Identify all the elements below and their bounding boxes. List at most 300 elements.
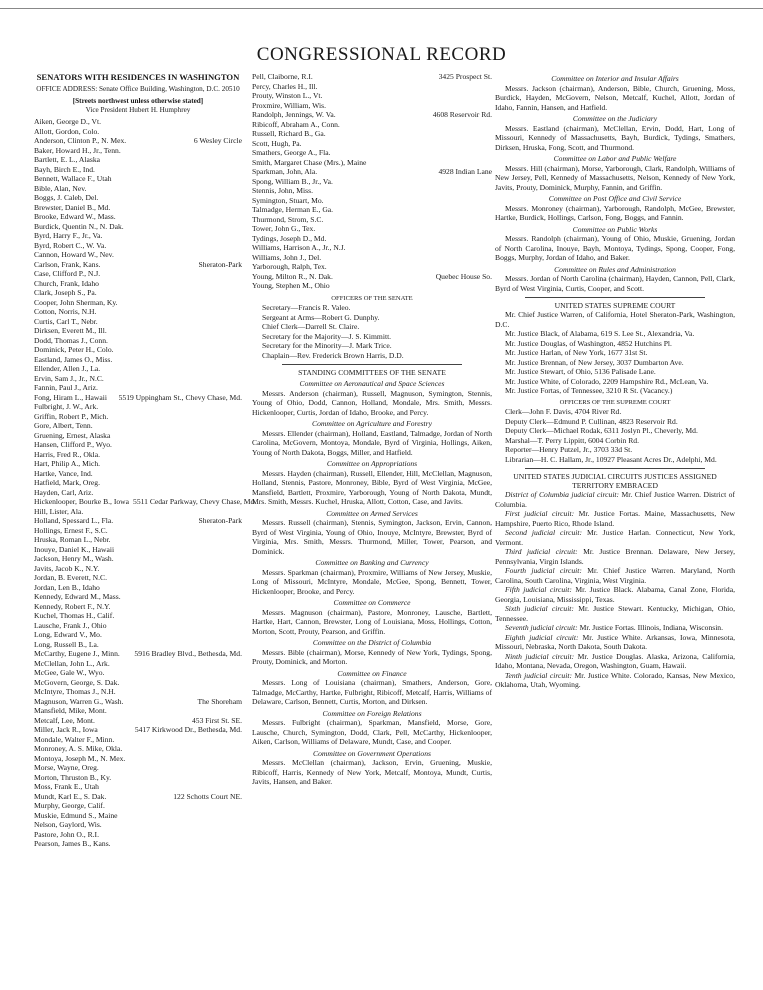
senator-name: Young, Stephen M., Ohio <box>252 281 330 290</box>
senator-name: Dirksen, Everett M., Ill. <box>34 326 107 335</box>
senator-name: Williams, Harrison A., Jr., N.J. <box>252 243 346 252</box>
senator-row <box>252 205 492 215</box>
senator-row <box>252 101 492 111</box>
senator-row <box>252 167 492 177</box>
senator-name: Pell, Claiborne, R.I. <box>252 72 313 81</box>
circuit-name: Sixth judicial circuit: <box>505 604 574 613</box>
senator-row <box>252 82 492 92</box>
committee-members: Messrs. Hayden (chairman), Russell, Ellender, Hill, McClellan, Magnuson, Holland, Stennis, Pastore, Monroney, Bible, Byrd of West Virginia, McGee, Mansfield, Bartlett, Proxmire, Yarborough, Young of North Dakota, Mundt, Mrs. Smith, Messrs. Kuchel, Hruska, Allott, Cotton, Case, and Javits. <box>252 468 492 506</box>
circuit-entry <box>495 585 735 604</box>
senator-address: 6 Wesley Circle <box>193 136 242 145</box>
list-item: Sergeant at Arms—Robert G. Dunphy. <box>262 312 380 322</box>
committee-name: Committee on Foreign Relations <box>322 708 422 718</box>
senator-row <box>34 250 242 260</box>
committee-members: Messrs. Jackson (chairman), Anderson, Bible, Church, Gruening, Moss, Burdick, Hayden, McGovern, Nelson, Metcalf, Kuchel, Allott, Jordan of Idaho, Fannin, Hansen, and Hatfield. <box>495 83 735 112</box>
list-item: Mr. Justice Brennan, of New Jersey, 3037 Dumbarton Ave. <box>505 357 684 367</box>
senator-row <box>34 478 242 488</box>
senator-name: Tydings, Joseph D., Md. <box>252 233 327 243</box>
senator-row <box>34 526 242 536</box>
senator-row <box>252 110 492 120</box>
senator-row <box>34 459 242 469</box>
senator-row <box>34 383 242 393</box>
senator-name: Hayden, Carl, Ariz. <box>34 487 94 497</box>
committee-name: Committee on Post Office and Civil Service <box>548 194 682 203</box>
senator-address: 3425 Prospect St. <box>438 72 492 81</box>
list-item: Mr. Justice Douglas, of Washington, 4852 Hutchins Pl. <box>505 338 672 348</box>
senator-row <box>34 269 242 279</box>
senator-row <box>34 146 242 156</box>
committee-list-continued <box>495 74 735 293</box>
senator-name: Curtis, Carl T., Nebr. <box>34 316 98 326</box>
senator-row <box>252 129 492 139</box>
senator-name: Kennedy, Robert F., N.Y. <box>34 601 111 611</box>
committee-name: Committee on Interior and Insular Affairs <box>551 74 679 83</box>
senator-row <box>34 735 242 745</box>
senator-name: Kuchel, Thomas H., Calif. <box>34 611 115 620</box>
senator-name: Smathers, George A., Fla. <box>252 148 331 157</box>
senator-name: Monroney, A. S. Mike, Okla. <box>34 744 123 753</box>
senator-name: Boggs, J. Caleb, Del. <box>34 193 99 202</box>
senator-name: Brewster, Daniel B., Md. <box>34 202 111 212</box>
senator-name: Smith, Margaret Chase (Mrs.), Maine <box>252 157 367 167</box>
committee-name: Committee on Armed Services <box>326 508 418 518</box>
senator-name: Hatfield, Mark, Oreg. <box>34 478 101 487</box>
senator-list <box>34 117 257 849</box>
senator-row <box>34 649 242 659</box>
senator-row <box>34 792 242 802</box>
committees-heading: STANDING COMMITTEES OF THE SENATE <box>298 368 446 377</box>
senator-name: Allott, Gordon, Colo. <box>34 126 100 136</box>
divider <box>282 364 462 365</box>
circuit-text: Mr. Justice Black. Alabama, Canal Zone, Florida, Georgia, Louisiana, Mississippi, Texas. <box>495 585 735 604</box>
senator-row <box>34 231 242 241</box>
senator-row <box>34 611 242 621</box>
senator-name: Miller, Jack R., Iowa <box>34 725 98 734</box>
senator-name: Fulbright, J. W., Ark. <box>34 402 99 411</box>
committee-members: Messrs. Randolph (chairman), Young of Ohio, Muskie, Gruening, Jordan of North Carolina, Inouye, Bayh, Montoya, Tydings, Spong, Cooper, Fong, Boggs, Murphy, Jordan of Idaho, and Baker. <box>495 234 735 262</box>
committee-name: Committee on Finance <box>337 668 407 678</box>
list-item: Deputy Clerk—Edmund P. Cullinan, 4823 Reservoir Rd. <box>505 416 678 426</box>
divider <box>525 468 705 469</box>
senator-row <box>34 260 242 270</box>
senator-row <box>34 564 242 574</box>
circuits-list <box>495 490 735 690</box>
committee-name: Committee on Public Works <box>572 224 658 234</box>
senator-row <box>34 507 242 517</box>
justices-list <box>495 310 735 396</box>
senator-row <box>34 402 242 412</box>
senator-name: Gore, Albert, Tenn. <box>34 421 93 430</box>
committee-members: Messrs. Bible (chairman), Morse, Kennedy of New York, Tydings, Spong, Prouty, Dominick, and Morton. <box>252 647 492 666</box>
senator-row <box>252 196 492 206</box>
senator-name: McClellan, John L., Ark. <box>34 658 110 668</box>
senator-address: 4608 Reservoir Rd. <box>432 110 492 119</box>
senator-name: Hartke, Vance, Ind. <box>34 468 93 478</box>
list-item: Marshal—T. Perry Lippitt, 6004 Corbin Rd. <box>505 435 640 445</box>
senator-name: Bayh, Birch E., Ind. <box>34 164 95 174</box>
senator-name: Thurmond, Strom, S.C. <box>252 214 324 224</box>
senator-address: Sheraton-Park <box>198 259 242 269</box>
senator-row <box>34 393 242 403</box>
senator-row <box>34 630 242 640</box>
senator-name: Cotton, Norris, N.H. <box>34 307 97 316</box>
streets-note: [Streets northwest unless otherwise stated] <box>72 97 204 105</box>
senator-name: Yarborough, Ralph, Tex. <box>252 262 327 271</box>
divider <box>525 297 705 298</box>
committee-name: Committee on Commerce <box>333 598 411 607</box>
senator-row <box>34 431 242 441</box>
senator-row <box>34 811 242 821</box>
senator-name: Hruska, Roman L., Nebr. <box>34 535 111 544</box>
senator-row <box>34 687 242 697</box>
list-item: Librarian—H. C. Hallam, Jr., 10927 Pleasant Acres Dr., Adelphi, Md. <box>505 454 717 464</box>
senator-row <box>252 262 492 272</box>
senator-name: Sparkman, John, Ala. <box>252 167 318 176</box>
senator-name: Jordan, Len B., Idaho <box>34 582 100 592</box>
senator-row <box>252 272 492 282</box>
circuit-text: Mr. Chief Justice Warren. District of Columbia. <box>495 490 735 509</box>
circuit-text: Mr. Justice Stewart. Kentucky, Michigan, Ohio, Tennessee. <box>495 604 735 623</box>
list-item: Secretary—Francis R. Valeo. <box>262 303 351 312</box>
senator-name: Ellender, Allen J., La. <box>34 364 101 373</box>
senator-address: The Shoreham <box>197 696 242 706</box>
committee-members: Messrs. Eastland (chairman), McClellan, Ervin, Dodd, Hart, Long of Missouri, Kennedy of Massachusetts, Bayh, Burdick, Tydings, Smathers, Dirksen, Hruska, Fong, Scott, and Thurmond. <box>495 123 735 152</box>
senator-row <box>34 744 242 754</box>
senator-name: Ervin, Sam J., Jr., N.C. <box>34 373 104 383</box>
senator-name: Magnuson, Warren G., Wash. <box>34 696 124 706</box>
column-1 <box>34 72 257 849</box>
circuit-text: Mr. Justice Fortas. Maine, Massachusetts, New Hampshire, Puerto Rico, Rhode Island. <box>495 509 735 528</box>
senator-name: Inouye, Daniel K., Hawaii <box>34 544 115 554</box>
senator-name: McGee, Gale W., Wyo. <box>34 668 105 677</box>
senator-name: Fannin, Paul J., Ariz. <box>34 383 98 392</box>
senator-row <box>34 469 242 479</box>
list-item: Mr. Justice White, of Colorado, 2209 Hampshire Rd., McLean, Va. <box>505 376 709 386</box>
senator-name: Hansen, Clifford P., Wyo. <box>34 440 112 449</box>
senator-row <box>34 697 242 707</box>
committee-members: Messrs. Magnuson (chairman), Pastore, Monroney, Lausche, Bartlett, Hartke, Hart, Cannon, Brewster, Long of Louisiana, Moss, Hollings, Cotton, Morton, Scott, Prouty, Pearson, and Griffin. <box>252 607 492 636</box>
senator-name: Proxmire, William, Wis. <box>252 100 326 110</box>
court-officers-heading: OFFICERS OF THE SUPREME COURT <box>559 398 671 406</box>
senator-name: Holland, Spessard L., Fla. <box>34 516 114 525</box>
senator-row <box>34 212 242 222</box>
circuit-entry <box>495 604 735 623</box>
senator-row <box>34 165 242 175</box>
circuit-entry <box>495 633 735 652</box>
senator-row <box>34 754 242 764</box>
list-item: Chief Clerk—Darrell St. Claire. <box>262 322 360 331</box>
senator-name: Baker, Howard H., Jr., Tenn. <box>34 145 121 155</box>
senator-name: Javits, Jacob K., N.Y. <box>34 563 100 573</box>
committee-name: Committee on Agriculture and Forestry <box>312 419 432 428</box>
senator-name: Scott, Hugh, Pa. <box>252 138 302 148</box>
senator-row <box>34 155 242 165</box>
circuit-entry <box>495 490 735 509</box>
senator-row <box>34 440 242 450</box>
senator-row <box>34 497 257 507</box>
senator-name: Percy, Charles H., Ill. <box>252 81 318 91</box>
senator-name: Williams, John J., Del. <box>252 252 322 262</box>
senator-name: Jordan, B. Everett, N.C. <box>34 573 107 582</box>
committee-members: Messrs. Ellender (chairman), Holland, Eastland, Talmadge, Jordan of North Carolina, McGovern, Montoya, Mondale, Byrd of Virginia, Hollings, Aiken, Young of North Dakota, Boggs, Miller, and Hatfield. <box>252 428 492 457</box>
senator-name: Murphy, George, Calif. <box>34 801 105 810</box>
senator-row <box>34 545 242 555</box>
circuit-text: Mr. Justice Douglas. Alaska, Arizona, California, Idaho, Montana, Nevada, Oregon, Washington, Guam, Hawaii. <box>495 651 735 670</box>
senator-row <box>34 621 242 631</box>
senator-name: Gruening, Ernest, Alaska <box>34 430 111 440</box>
senator-name: Dodd, Thomas J., Conn. <box>34 335 108 345</box>
committee-list <box>252 379 492 787</box>
senator-name: Hollings, Ernest F., S.C. <box>34 525 108 535</box>
list-item: Secretary for the Majority—J. S. Kimmitt. <box>262 331 392 341</box>
circuit-name: Fourth judicial circuit: <box>505 566 582 575</box>
list-item: Secretary for the Minority—J. Mark Trice. <box>262 341 392 350</box>
list-item: Mr. Justice Harlan, of New York, 1677 31st St. <box>505 348 648 357</box>
senator-row <box>34 830 242 840</box>
senator-row <box>34 241 242 251</box>
senator-row <box>34 374 242 384</box>
senator-name: Eastland, James O., Miss. <box>34 354 113 364</box>
senator-name: Long, Edward V., Mo. <box>34 630 102 639</box>
senator-row <box>34 716 242 726</box>
senator-row <box>34 345 242 355</box>
senator-row <box>34 820 242 830</box>
senator-name: Clark, Joseph S., Pa. <box>34 288 97 297</box>
senator-address: 5511 Cedar Parkway, Chevy Chase, Md. <box>133 497 257 506</box>
senator-name: Brooke, Edward W., Mass. <box>34 212 116 221</box>
senator-name: Byrd, Robert C., W. Va. <box>34 240 107 250</box>
senator-name: Long, Russell B., La. <box>34 639 99 649</box>
senator-row <box>34 279 242 289</box>
senator-name: Cooper, John Sherman, Ky. <box>34 297 118 307</box>
senator-name: Montoya, Joseph M., N. Mex. <box>34 753 126 763</box>
senator-row <box>34 763 242 773</box>
senator-row <box>252 91 492 101</box>
senator-name: Burdick, Quentin N., N. Dak. <box>34 221 124 231</box>
senator-address: Sheraton-Park <box>198 516 242 525</box>
senator-row <box>34 127 242 137</box>
circuit-name: Seventh judicial circuit: <box>505 623 578 632</box>
court-officers-list <box>495 407 735 464</box>
senator-name: Hickenlooper, Bourke B., Iowa <box>34 497 130 506</box>
list-item: Clerk—John F. Davis, 4704 River Rd. <box>505 407 622 416</box>
office-address: OFFICE ADDRESS: Senate Office Building, Washington, D.C. 20510 <box>36 85 240 93</box>
senator-row <box>34 706 242 716</box>
senator-row <box>34 222 242 232</box>
circuit-entry <box>495 652 735 671</box>
circuit-name: Fifth judicial circuit: <box>505 585 572 594</box>
senator-name: Mondale, Walter F., Minn. <box>34 734 115 744</box>
circuits-heading: UNITED STATES JUDICIAL CIRCUITS JUSTICES ASSIGNED TERRITORY EMBRACED <box>513 472 717 490</box>
circuit-text: Mr. Justice Harlan. Connecticut, New York, Vermont. <box>495 528 736 547</box>
senator-name: Hart, Philip A., Mich. <box>34 459 101 468</box>
circuit-text: Mr. Justice White. Colorado, Kansas, New Mexico, Oklahoma, Utah, Wyoming. <box>495 670 735 689</box>
list-item: Mr. Chief Justice Warren, of California, Hotel Sheraton-Park, Washington, D.C. <box>495 310 735 329</box>
senator-row <box>252 120 492 130</box>
committee-members: Messrs. McClellan (chairman), Jackson, Ervin, Gruening, Muskie, Ribicoff, Harris, Kennedy of New York, Metcalf, Montoya, Mundt, Curtis, Javits, Hansen, and Baker. <box>252 758 492 786</box>
senator-address: 5916 Bradley Blvd., Bethesda, Md. <box>134 649 242 658</box>
senator-name: Randolph, Jennings, W. Va. <box>252 110 336 119</box>
senator-row <box>34 592 242 602</box>
circuit-name: District of Columbia judicial circuit: <box>505 490 620 499</box>
senator-address: 453 First St. SE. <box>191 715 242 725</box>
committee-members: Messrs. Long of Louisiana (chairman), Smathers, Anderson, Gore, Talmadge, McCarthy, Hartke, Fulbright, Ribicoff, Metcalf, Harris, Williams of Delaware, Carlson, Bennett, Curtis, Morton, and Dirksen. <box>252 678 492 706</box>
list-item: Chaplain—Rev. Frederick Brown Harris, D.D. <box>262 350 404 360</box>
senator-name: Carlson, Frank, Kans. <box>34 259 101 269</box>
committee-members: Messrs. Anderson (chairman), Russell, Magnuson, Symington, Stennis, Young of Ohio, Dodd, Cannon, Holland, Mondale, Mrs. Smith, Messrs. Hickenlooper, Curtis, Jordan of Idaho, Brooke, and Percy. <box>252 388 492 417</box>
senator-row <box>34 573 242 583</box>
senator-row <box>34 336 242 346</box>
circuit-name: Third judicial circuit: <box>505 547 578 556</box>
circuit-entry <box>495 528 735 547</box>
senator-name: Lausche, Frank J., Ohio <box>34 620 107 630</box>
circuit-entry <box>495 566 735 585</box>
list-item: Deputy Clerk—Michael Rodak, 6311 Joslyn Pl., Cheverly, Md. <box>505 426 698 435</box>
committee-name: Committee on Labor and Public Welfare <box>553 154 677 163</box>
senator-row <box>34 136 242 146</box>
senator-name: Young, Milton R., N. Dak. <box>252 271 333 281</box>
senator-name: Talmadge, Herman E., Ga. <box>252 205 334 214</box>
committee-name: Committee on Banking and Currency <box>315 558 429 567</box>
senator-row <box>34 554 242 564</box>
circuit-text: Mr. Justice Fortas. Illinois, Indiana, Wisconsin. <box>579 623 723 632</box>
senator-name: Griffin, Robert P., Mich. <box>34 411 109 421</box>
senator-name: Morton, Thruston B., Ky. <box>34 772 112 782</box>
senator-name: Symington, Stuart, Mo. <box>252 195 324 205</box>
senator-name: Stennis, John, Miss. <box>252 186 313 195</box>
senator-row <box>252 253 492 263</box>
top-rule <box>0 8 763 9</box>
senator-row <box>34 678 242 688</box>
senator-row <box>252 139 492 149</box>
senator-row <box>34 203 242 213</box>
senator-name: Harris, Fred R., Okla. <box>34 449 101 459</box>
senator-name: Muskie, Edmund S., Maine <box>34 810 118 820</box>
senator-row <box>252 224 492 234</box>
senator-row <box>34 184 242 194</box>
committee-members: Messrs. Hill (chairman), Morse, Yarborough, Clark, Randolph, Williams of New Jersey, Pell, Kennedy of Massachusetts, Nelson, Kennedy of New York, Javits, Prouty, Dominick, Murphy, Fannin, and Griffin. <box>495 163 735 192</box>
senator-name: Bennett, Wallace F., Utah <box>34 174 112 183</box>
senator-name: Pastore, John O., R.I. <box>34 829 99 839</box>
senator-name: Jackson, Henry M., Wash. <box>34 554 114 563</box>
circuit-entry <box>495 671 735 690</box>
senator-row <box>252 243 492 253</box>
list-item: Mr. Justice Black, of Alabama, 619 S. Lee St., Alexandria, Va. <box>505 329 695 338</box>
senator-name: Case, Clifford P., N.J. <box>34 269 101 278</box>
senator-name: Prouty, Winston L., Vt. <box>252 91 323 100</box>
senator-row <box>34 174 242 184</box>
senator-row <box>34 412 242 422</box>
circuit-text: Mr. Justice Brennan. Delaware, New Jersey, Pennsylvania, Virgin Islands. <box>495 547 735 566</box>
senator-row <box>34 801 242 811</box>
senator-name: Church, Frank, Idaho <box>34 278 99 288</box>
senator-row <box>34 535 242 545</box>
senator-row <box>34 488 242 498</box>
senator-name: Metcalf, Lee, Mont. <box>34 715 95 725</box>
senator-address: Quebec House So. <box>435 271 492 281</box>
senator-row <box>34 782 242 792</box>
senator-name: Byrd, Harry F., Jr., Va. <box>34 231 103 240</box>
committee-name: Committee on Government Operations <box>313 748 431 758</box>
committee-members: Messrs. Russell (chairman), Stennis, Symington, Jackson, Ervin, Cannon, Byrd of West Virginia, Young of Ohio, Inouye, McIntyre, Brewster, Byrd of Virginia, Mrs. Smith, Messrs. Thurmond, Miller, Tower, Pearson, and Dominick. <box>252 518 492 556</box>
senator-address: 4928 Indian Lane <box>438 167 492 176</box>
senator-address: 5519 Uppingham St., Chevy Chase, Md. <box>118 392 242 402</box>
senator-name: Ribicoff, Abraham A., Conn. <box>252 119 340 129</box>
senator-name: Morse, Wayne, Oreg. <box>34 763 99 772</box>
senator-row <box>34 288 242 298</box>
senator-row <box>34 193 242 203</box>
supreme-court-heading: UNITED STATES SUPREME COURT <box>554 301 676 310</box>
senator-row <box>34 450 242 460</box>
senator-name: Russell, Richard B., Ga. <box>252 129 326 138</box>
senator-row <box>34 117 242 127</box>
senator-name: Hill, Lister, Ala. <box>34 506 84 516</box>
committee-name: Committee on Aeronautical and Space Sciences <box>299 379 445 388</box>
committee-name: Committee on Rules and Administration <box>554 264 676 274</box>
committee-name: Committee on the District of Columbia <box>312 638 432 647</box>
vice-president: Vice President Hubert H. Humphrey <box>85 106 191 114</box>
circuit-name: Second judicial circuit: <box>505 528 583 537</box>
senator-row <box>34 725 242 735</box>
senator-row <box>252 158 492 168</box>
senator-name: Mundt, Karl E., S. Dak. <box>34 791 107 801</box>
senator-list-continued <box>252 72 492 291</box>
senator-name: Cannon, Howard W., Nev. <box>34 250 114 259</box>
senator-name: Fong, Hiram L., Hawaii <box>34 392 107 402</box>
senator-row <box>252 215 492 225</box>
senator-row <box>34 602 242 612</box>
circuit-entry <box>495 509 735 528</box>
committee-name: Committee on Appropriations <box>326 459 418 468</box>
senator-row <box>34 364 242 374</box>
senator-row <box>34 307 242 317</box>
committee-members: Messrs. Fulbright (chairman), Sparkman, Mansfield, Morse, Gore, Lausche, Church, Symington, Dodd, Clark, Pell, McCarthy, Hickenlooper, Aiken, Carlson, Williams of Delaware, Mundt, Case, and Cooper. <box>252 718 492 746</box>
circuit-name: Eighth judicial circuit: <box>505 632 579 642</box>
column-3 <box>495 72 735 690</box>
circuit-name: Tenth judicial circuit: <box>505 670 572 680</box>
senator-address: 5417 Kirkwood Dr., Bethesda, Md. <box>134 725 242 734</box>
senator-name: McGovern, George, S. Dak. <box>34 677 120 687</box>
senator-row <box>34 839 242 849</box>
senator-row <box>34 668 242 678</box>
senator-row <box>34 355 242 365</box>
senator-row <box>34 516 242 526</box>
senator-row <box>34 421 242 431</box>
senator-name: Aiken, George D., Vt. <box>34 117 101 126</box>
senator-name: Tower, John G., Tex. <box>252 224 316 233</box>
senator-name: Nelson, Gaylord, Wis. <box>34 820 102 829</box>
senator-row <box>34 298 242 308</box>
senator-name: Bartlett, E. L., Alaska <box>34 155 101 164</box>
senator-row <box>34 317 242 327</box>
senator-row <box>34 659 242 669</box>
senator-name: Bible, Alan, Nev. <box>34 183 87 193</box>
circuit-text: Mr. Chief Justice Warren. Maryland, North Carolina, South Carolina, Virginia, West Virginia. <box>495 566 736 585</box>
senator-row <box>34 640 242 650</box>
officers-heading: OFFICERS OF THE SENATE <box>331 294 413 302</box>
senator-name: Kennedy, Edward M., Mass. <box>34 592 121 601</box>
list-item: Mr. Justice Fortas, of Tennessee, 3210 R St. (Vacancy.) <box>505 386 673 395</box>
senator-name: Anderson, Clinton P., N. Mex. <box>34 136 127 145</box>
senator-name: Pearson, James B., Kans. <box>34 839 111 848</box>
senator-row <box>252 177 492 187</box>
senator-row <box>252 186 492 196</box>
senator-row <box>252 281 492 291</box>
senator-name: McCarthy, Eugene J., Minn. <box>34 649 120 658</box>
senator-name: Moss, Frank E., Utah <box>34 782 99 791</box>
senator-row <box>252 148 492 158</box>
circuit-name: First judicial circuit: <box>505 509 575 518</box>
